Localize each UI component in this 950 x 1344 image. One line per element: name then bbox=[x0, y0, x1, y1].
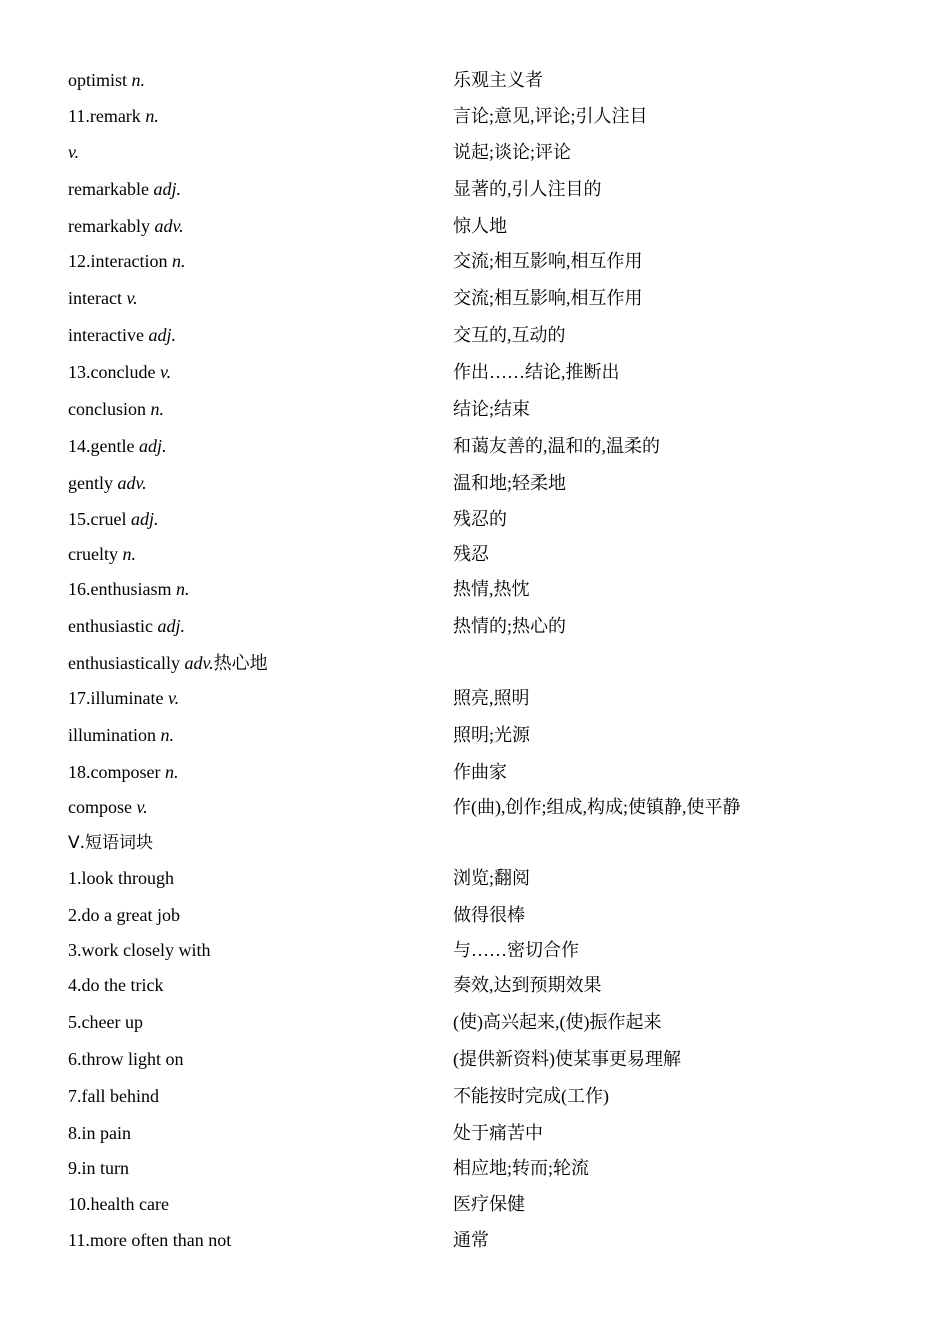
vocab-meaning: 温和地;轻柔地 bbox=[453, 473, 567, 493]
vocab-word: interactive bbox=[68, 325, 144, 345]
vocab-entry bbox=[68, 683, 179, 713]
vocab-entry bbox=[68, 101, 159, 131]
phrase-meaning: 相应地;转而;轮流 bbox=[453, 1158, 590, 1178]
phrase-row bbox=[68, 935, 888, 965]
vocab-word: remarkably bbox=[68, 216, 150, 236]
vocab-word: gently bbox=[68, 473, 113, 493]
vocab-entry bbox=[68, 431, 167, 461]
section-heading-row bbox=[68, 828, 888, 858]
vocab-entry bbox=[68, 648, 268, 678]
vocab-entry bbox=[68, 539, 136, 569]
part-of-speech: adj. bbox=[153, 179, 181, 199]
phrase-english: 7.fall behind bbox=[68, 1086, 159, 1106]
phrase-english: 5.cheer up bbox=[68, 1012, 143, 1032]
vocab-row bbox=[68, 65, 888, 95]
vocab-word: 15.cruel bbox=[68, 509, 127, 529]
phrase-meaning: 不能按时完成(工作) bbox=[453, 1086, 609, 1106]
vocab-entry bbox=[68, 792, 148, 822]
part-of-speech: n. bbox=[131, 70, 146, 90]
part-of-speech: n. bbox=[145, 106, 159, 126]
vocab-meaning: 交互的,互动的 bbox=[453, 325, 566, 345]
vocab-row bbox=[68, 683, 888, 713]
vocab-word: 16.enthusiasm bbox=[68, 579, 172, 599]
phrase-meaning: 处于痛苦中 bbox=[453, 1123, 543, 1143]
vocab-word: 17.illuminate bbox=[68, 688, 164, 708]
vocab-word: interact bbox=[68, 288, 122, 308]
vocab-row bbox=[68, 468, 888, 498]
phrase-english: 10.health care bbox=[68, 1194, 169, 1214]
vocab-row bbox=[68, 431, 888, 461]
phrase-english: 3.work closely with bbox=[68, 940, 211, 960]
vocab-entry bbox=[68, 757, 178, 787]
vocab-row bbox=[68, 174, 888, 204]
vocab-meaning: 热情的;热心的 bbox=[453, 616, 567, 636]
phrase-english: 4.do the trick bbox=[68, 975, 164, 995]
vocab-word: compose bbox=[68, 797, 132, 817]
vocab-entry bbox=[68, 357, 171, 387]
part-of-speech: n. bbox=[176, 579, 190, 599]
part-of-speech: n. bbox=[171, 251, 186, 271]
vocab-meaning: 和蔼友善的,温和的,温柔的 bbox=[453, 436, 660, 456]
phrase-row bbox=[68, 900, 888, 930]
part-of-speech: adj. bbox=[157, 616, 185, 636]
vocab-meaning: 乐观主义者 bbox=[453, 70, 543, 90]
vocab-word: enthusiastic bbox=[68, 616, 153, 636]
vocab-entry bbox=[68, 504, 159, 534]
phrase-row bbox=[68, 1007, 888, 1037]
vocab-word: cruelty bbox=[68, 544, 118, 564]
vocab-inline-meaning: 热心地 bbox=[213, 653, 268, 673]
vocab-entry bbox=[68, 137, 79, 167]
vocab-row bbox=[68, 539, 888, 569]
phrase-row bbox=[68, 1153, 888, 1183]
part-of-speech: n. bbox=[164, 762, 179, 782]
vocab-entry bbox=[68, 720, 174, 750]
part-of-speech: adj. bbox=[130, 509, 159, 529]
phrase-meaning: (使)高兴起来,(使)振作起来 bbox=[453, 1012, 662, 1032]
vocab-meaning: 作曲家 bbox=[453, 762, 507, 782]
vocab-word: 11.remark bbox=[68, 106, 141, 126]
vocab-meaning: 热情,热忱 bbox=[453, 579, 530, 599]
part-of-speech: v. bbox=[126, 288, 138, 308]
phrase-meaning: (提供新资料)使某事更易理解 bbox=[453, 1049, 681, 1069]
phrase-meaning: 浏览;翻阅 bbox=[453, 868, 531, 888]
vocab-meaning: 交流;相互影响,相互作用 bbox=[453, 288, 643, 308]
vocab-word: 13.conclude bbox=[68, 362, 156, 382]
vocab-row bbox=[68, 320, 888, 350]
vocab-row bbox=[68, 246, 888, 276]
phrase-meaning: 做得很棒 bbox=[453, 905, 525, 925]
vocab-meaning: 照明;光源 bbox=[453, 725, 531, 745]
vocab-word: conclusion bbox=[68, 399, 146, 419]
vocab-row bbox=[68, 611, 888, 641]
part-of-speech: adj. bbox=[148, 325, 176, 345]
vocab-meaning: 作(曲),创作;组成,构成;使镇静,使平静 bbox=[453, 797, 741, 817]
phrase-meaning: 与……密切合作 bbox=[453, 940, 579, 960]
phrase-english: 9.in turn bbox=[68, 1158, 129, 1178]
vocab-meaning: 残忍的 bbox=[453, 509, 507, 529]
part-of-speech: v. bbox=[68, 142, 80, 162]
vocab-word: remarkable bbox=[68, 179, 149, 199]
vocab-meaning: 结论;结束 bbox=[453, 399, 531, 419]
vocab-meaning: 惊人地 bbox=[453, 216, 507, 236]
vocab-word: optimist bbox=[68, 70, 128, 90]
part-of-speech: n. bbox=[122, 544, 136, 564]
vocab-row bbox=[68, 211, 888, 241]
vocab-entry bbox=[68, 211, 184, 241]
vocab-row bbox=[68, 574, 888, 604]
phrase-meaning: 医疗保健 bbox=[453, 1194, 525, 1214]
phrase-row bbox=[68, 1189, 888, 1219]
vocab-entry bbox=[68, 65, 145, 95]
part-of-speech: adv. bbox=[117, 473, 147, 493]
vocab-word: 18.composer bbox=[68, 762, 161, 782]
vocab-row bbox=[68, 137, 888, 167]
vocab-row bbox=[68, 720, 888, 750]
vocab-row bbox=[68, 394, 888, 424]
vocab-word: illumination bbox=[68, 725, 156, 745]
part-of-speech: n. bbox=[150, 399, 164, 419]
vocab-meaning: 残忍 bbox=[453, 544, 489, 564]
phrase-meaning: 奏效,达到预期效果 bbox=[453, 975, 602, 995]
part-of-speech: adv. bbox=[154, 216, 184, 236]
part-of-speech: n. bbox=[160, 725, 174, 745]
vocab-meaning: 照亮,照明 bbox=[453, 688, 530, 708]
vocab-entry bbox=[68, 174, 181, 204]
vocab-entry bbox=[68, 611, 185, 641]
phrase-row bbox=[68, 1044, 888, 1074]
phrase-english: 2.do a great job bbox=[68, 905, 180, 925]
part-of-speech: v. bbox=[136, 797, 148, 817]
phrase-row bbox=[68, 863, 888, 893]
vocab-word: 12.interaction bbox=[68, 251, 168, 271]
phrase-english: 8.in pain bbox=[68, 1123, 131, 1143]
vocab-row bbox=[68, 101, 888, 131]
vocab-meaning: 显著的,引人注目的 bbox=[453, 179, 602, 199]
vocab-meaning: 作出……结论,推断出 bbox=[453, 362, 620, 382]
vocab-entry bbox=[68, 246, 185, 276]
part-of-speech: adv. bbox=[184, 653, 214, 673]
vocab-row bbox=[68, 648, 888, 678]
section-heading: Ⅴ.短语词块 bbox=[68, 833, 154, 853]
vocab-entry bbox=[68, 283, 138, 313]
phrase-row bbox=[68, 1225, 888, 1255]
part-of-speech: v. bbox=[159, 362, 172, 382]
phrase-row bbox=[68, 1118, 888, 1148]
vocab-row bbox=[68, 757, 888, 787]
vocab-meaning: 言论;意见,评论;引人注目 bbox=[453, 106, 648, 126]
vocab-entry bbox=[68, 394, 164, 424]
phrase-english: 11.more often than not bbox=[68, 1230, 232, 1250]
vocab-row bbox=[68, 357, 888, 387]
part-of-speech: adj. bbox=[138, 436, 167, 456]
vocab-entry bbox=[68, 320, 176, 350]
vocab-row bbox=[68, 283, 888, 313]
phrase-meaning: 通常 bbox=[453, 1230, 489, 1250]
vocab-entry bbox=[68, 574, 190, 604]
vocab-row bbox=[68, 504, 888, 534]
phrase-english: 6.throw light on bbox=[68, 1049, 184, 1069]
vocab-row bbox=[68, 792, 888, 822]
vocab-word: enthusiastically bbox=[68, 653, 180, 673]
vocab-entry bbox=[68, 468, 147, 498]
phrase-english: 1.look through bbox=[68, 868, 174, 888]
phrase-row bbox=[68, 1081, 888, 1111]
vocab-meaning: 交流;相互影响,相互作用 bbox=[453, 251, 643, 271]
vocab-word: 14.gentle bbox=[68, 436, 135, 456]
vocab-meaning: 说起;谈论;评论 bbox=[453, 142, 572, 162]
part-of-speech: v. bbox=[167, 688, 180, 708]
phrase-row bbox=[68, 970, 888, 1000]
